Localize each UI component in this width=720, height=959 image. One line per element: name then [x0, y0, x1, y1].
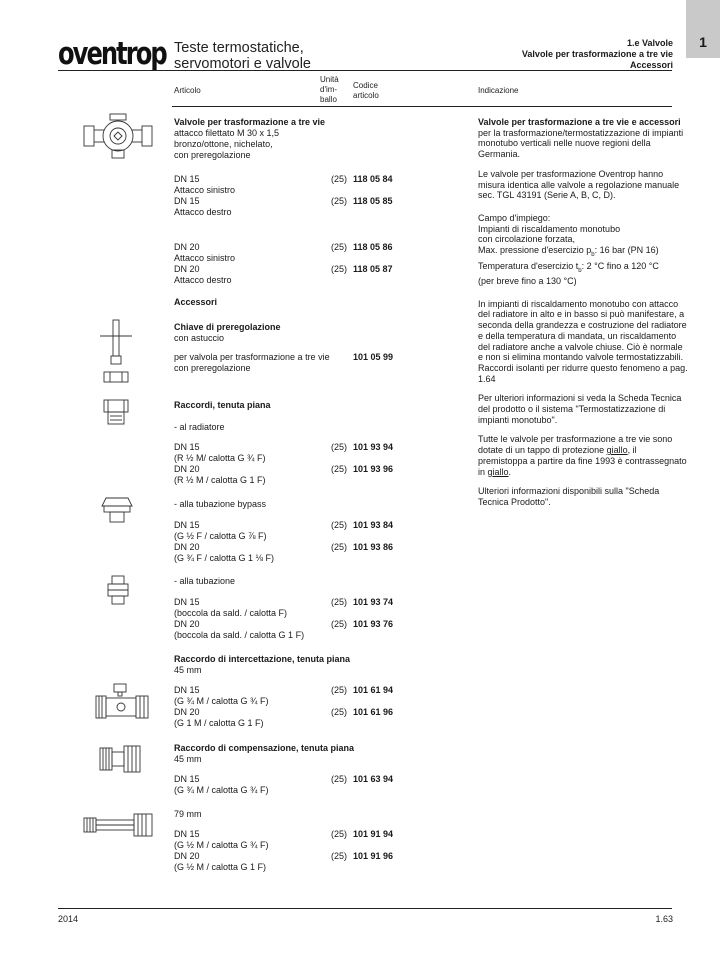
- intercettazione-row1-note: (G ¾ M / calotta G ¾ F): [174, 696, 269, 706]
- intercettazione-row1-code: 101 61 94: [353, 685, 394, 695]
- raccordi-g2-row2-note: (G ¾ F / calotta G 1 ⅛ F): [174, 553, 275, 563]
- key-line2: con preregolazione: [174, 363, 251, 373]
- raccordi-g3-row1-note: (boccola da sald. / calotta F): [174, 608, 288, 618]
- intercettazione-length: 45 mm: [174, 665, 202, 675]
- valve-desc1: attacco filettato M 30 x 1,5: [174, 128, 280, 138]
- valve-row2-note: Attacco destro: [174, 207, 232, 217]
- raccordi-g2-row1-pack: (25): [330, 520, 347, 530]
- col-unita: [320, 75, 339, 105]
- compensazione-title: Raccordo di compensazione, tenuta piana: [174, 743, 355, 753]
- compensazione-row2-note: (G ½ M / calotta G ¾ F): [174, 840, 269, 850]
- raccordi-g1-row1-size: DN 15: [174, 442, 200, 452]
- three-way-valve-drawing: [80, 110, 156, 160]
- raccordi-g1-row1-code: 101 93 94: [353, 442, 394, 452]
- compensating-fitting-79-drawing: [82, 810, 156, 840]
- section-line3: Accessori: [629, 60, 673, 70]
- raccordi-g3-row1-pack: (25): [330, 597, 347, 607]
- accessori-heading: Accessori: [174, 297, 218, 307]
- valve-row4-note: Attacco destro: [174, 275, 232, 285]
- key-line1: per valvola per trasformazione a tre vie: [174, 352, 330, 362]
- col-codice-l1: Codice: [353, 81, 378, 90]
- col-unita-l2: d'im-: [320, 85, 338, 94]
- valve-row2-pack: (25): [330, 196, 347, 206]
- indicazione-p3-l5sub: b: [578, 267, 582, 274]
- compensazione-row1-note: (G ¾ M / calotta G ¾ F): [174, 785, 269, 795]
- raccordi-g2-row2-size: DN 20: [174, 542, 200, 552]
- compensazione-length2: 79 mm: [174, 809, 202, 819]
- raccordi-g3-label: - alla tubazione: [174, 576, 236, 586]
- raccordi-g1-label: - al radiatore: [174, 422, 225, 432]
- indicazione-p1: per la trasformazione/termostatizzazione di impianti monotubo verticali nelle nuove regioni della Germania.: [478, 127, 684, 160]
- col-codice: [353, 81, 379, 101]
- col-articolo: Articolo: [174, 86, 201, 95]
- column-rule: [172, 106, 672, 107]
- indicazione-p6u1: giallo: [606, 445, 628, 456]
- compensating-fitting-45-drawing: [98, 742, 144, 776]
- raccordi-g3-row2-size: DN 20: [174, 619, 200, 629]
- raccordi-g2-label: - alla tubazione bypass: [174, 499, 267, 509]
- section-line1: 1.e Valvole: [626, 38, 673, 48]
- raccordi-g1-row2-note: (R ½ M / calotta G 1 F): [174, 475, 266, 485]
- page-title-line1: Teste termostatiche,: [174, 40, 304, 56]
- footer-page: 1.63: [655, 914, 673, 924]
- intercettazione-row1-size: DN 15: [174, 685, 200, 695]
- compensazione-row1-pack: (25): [330, 774, 347, 784]
- raccordi-g2-row2-pack: (25): [330, 542, 347, 552]
- col-codice-l2: articolo: [353, 91, 379, 100]
- indicazione-p6u2: giallo: [487, 466, 509, 477]
- indicazione-p3-l3: con circolazione forzata,: [478, 234, 576, 245]
- raccordi-g2-row1-note: (G ½ F / calotta G ⅞ F): [174, 531, 267, 541]
- intercettazione-row2-size: DN 20: [174, 707, 200, 717]
- indicazione-title: Valvole per trasformazione a tre vie e accessori: [478, 117, 681, 127]
- indicazione-p3: [478, 213, 688, 287]
- valve-row1-code: 118 05 84: [353, 174, 393, 184]
- indicazione-p3-l2: Impianti di riscaldamento monotubo: [478, 223, 621, 234]
- indicazione-p3-l4sub: b: [591, 251, 595, 258]
- raccordi-title: Raccordi, tenuta piana: [174, 400, 271, 410]
- indicazione-p2: Le valvole per trasformazione Oventrop hanno misura identica alle valvole a regolazione manuale sec. TGL 43191 (Serie A, B, C, D).: [478, 168, 680, 201]
- compensazione-row1-size: DN 15: [174, 774, 200, 784]
- intercettazione-row2-code: 101 61 96: [353, 707, 394, 717]
- compensazione-row2-code: 101 91 94: [353, 829, 394, 839]
- footer-rule: [58, 908, 672, 909]
- brand-logo: oventrop: [58, 36, 166, 72]
- fitting-pipe-drawing: [104, 574, 132, 606]
- page-title: [174, 40, 374, 72]
- key-code: 101 05 99: [353, 352, 394, 362]
- indicazione-p6a: Tutte le valvole per trasformazione a tre vie sono dotate di un tappo di protezione: [478, 434, 673, 456]
- valve-row4-code: 118 05 87: [353, 264, 393, 274]
- compensazione-row3-note: (G ½ M / calotta G 1 F): [174, 862, 267, 872]
- valve-row3-pack: (25): [330, 242, 347, 252]
- col-unita-l3: ballo: [320, 95, 337, 104]
- indicazione-p6c: .: [508, 466, 512, 477]
- preset-key-drawing: [96, 316, 136, 386]
- indicazione-p7: Ulteriori informazioni disponibili sulla "Scheda Tecnica Prodotto".: [478, 486, 660, 507]
- raccordi-g3-row2-pack: (25): [330, 619, 347, 629]
- indicazione-p3-l6: (per breve fino a 130 °C): [478, 276, 577, 287]
- section-line2: Valvole per trasformazione a tre vie: [521, 49, 673, 59]
- col-indicazione: Indicazione: [478, 86, 519, 95]
- valve-row4-pack: (25): [330, 264, 347, 274]
- valve-title: Valvole per trasformazione a tre vie: [174, 117, 326, 127]
- indicazione-column: [478, 117, 688, 517]
- raccordi-g3-row1-code: 101 93 74: [353, 597, 394, 607]
- compensazione-row3-pack: (25): [330, 851, 347, 861]
- fitting-bypass-drawing: [100, 494, 134, 526]
- key-title: Chiave di preregolazione: [174, 322, 281, 332]
- valve-row1-size: DN 15: [174, 174, 200, 184]
- indicazione-p6: [478, 434, 688, 477]
- compensazione-row3-size: DN 20: [174, 851, 200, 861]
- valve-row4-size: DN 20: [174, 264, 200, 274]
- chapter-tab-label: 1: [699, 34, 707, 50]
- raccordi-g3-row2-note: (boccola da sald. / calotta G 1 F): [174, 630, 305, 640]
- raccordi-g1-row2-code: 101 93 96: [353, 464, 394, 474]
- fitting-radiator-drawing: [100, 398, 132, 428]
- raccordi-g1-row2-size: DN 20: [174, 464, 200, 474]
- raccordi-g3-row2-code: 101 93 76: [353, 619, 394, 629]
- chapter-tab: [686, 0, 720, 58]
- intercettazione-row1-pack: (25): [330, 685, 347, 695]
- compensazione-row3-code: 101 91 96: [353, 851, 394, 861]
- raccordi-g2-row1-size: DN 15: [174, 520, 200, 530]
- valve-desc3: con preregolazione: [174, 150, 251, 160]
- raccordi-g2-row1-code: 101 93 84: [353, 520, 394, 530]
- valve-row2-code: 118 05 85: [353, 196, 393, 206]
- indicazione-p3-l4a: Max. pressione d'esercizio p: [478, 245, 592, 256]
- compensazione-row1-code: 101 63 94: [353, 774, 394, 784]
- raccordi-g2-row2-code: 101 93 86: [353, 542, 394, 552]
- compensazione-row2-size: DN 15: [174, 829, 200, 839]
- intercettazione-title: Raccordo di intercettazione, tenuta piana: [174, 654, 351, 664]
- indicazione-p3-l4b: : 16 bar (PN 16): [594, 245, 659, 256]
- indicazione-p3-l5b: : 2 °C fino a 120 °C: [581, 260, 659, 271]
- indicazione-p4: In impianti di riscaldamento monotubo con attacco del radiatore in alto e in basso si può manifestare, a seconda della grandezza e costruzione del radiatore e della temperatura di mandata, un riscaldamento del radiatore anche a valvole chiuse. Ciò è normale e non si elimina montando valvole termostatizzabili. Raccordi isolanti per ridurre questo fenomeno a pag. 1.64: [478, 298, 688, 384]
- header-rule: [58, 70, 672, 71]
- valve-row1-note: Attacco sinistro: [174, 185, 236, 195]
- footer-year: 2014: [58, 914, 79, 924]
- page-title-line2: servomotori e valvole: [174, 56, 311, 72]
- valve-row2-size: DN 15: [174, 196, 200, 206]
- raccordi-g3-row1-size: DN 15: [174, 597, 200, 607]
- isolating-fitting-drawing: [94, 682, 152, 724]
- valve-row1-pack: (25): [330, 174, 347, 184]
- indicazione-p6b: , il premistoppa a partire da fine 1993 è contrassegnato in: [478, 445, 687, 477]
- key-sub: con astuccio: [174, 333, 225, 343]
- valve-row3-size: DN 20: [174, 242, 200, 252]
- indicazione-p3-l5a: Temperatura d'esercizio t: [478, 260, 579, 271]
- valve-desc2: bronzo/ottone, nichelato,: [174, 139, 273, 149]
- compensazione-length1: 45 mm: [174, 754, 202, 764]
- intercettazione-row2-pack: (25): [330, 707, 347, 717]
- raccordi-g1-row2-pack: (25): [330, 464, 347, 474]
- valve-row3-note: Attacco sinistro: [174, 253, 236, 263]
- intercettazione-row2-note: (G 1 M / calotta G 1 F): [174, 718, 264, 728]
- raccordi-g1-row1-pack: (25): [330, 442, 347, 452]
- col-unita-l1: Unità: [320, 75, 339, 84]
- raccordi-g1-row1-note: (R ½ M/ calotta G ¾ F): [174, 453, 266, 463]
- compensazione-row2-pack: (25): [330, 829, 347, 839]
- section-heading: [522, 38, 673, 71]
- indicazione-p3-l1: Campo d'impiego:: [478, 212, 551, 223]
- indicazione-p5: Per ulteriori informazioni si veda la Scheda Tecnica del prodotto o il sistema "Termostatizzazione di impianti monotubo".: [478, 393, 682, 425]
- valve-row3-code: 118 05 86: [353, 242, 393, 252]
